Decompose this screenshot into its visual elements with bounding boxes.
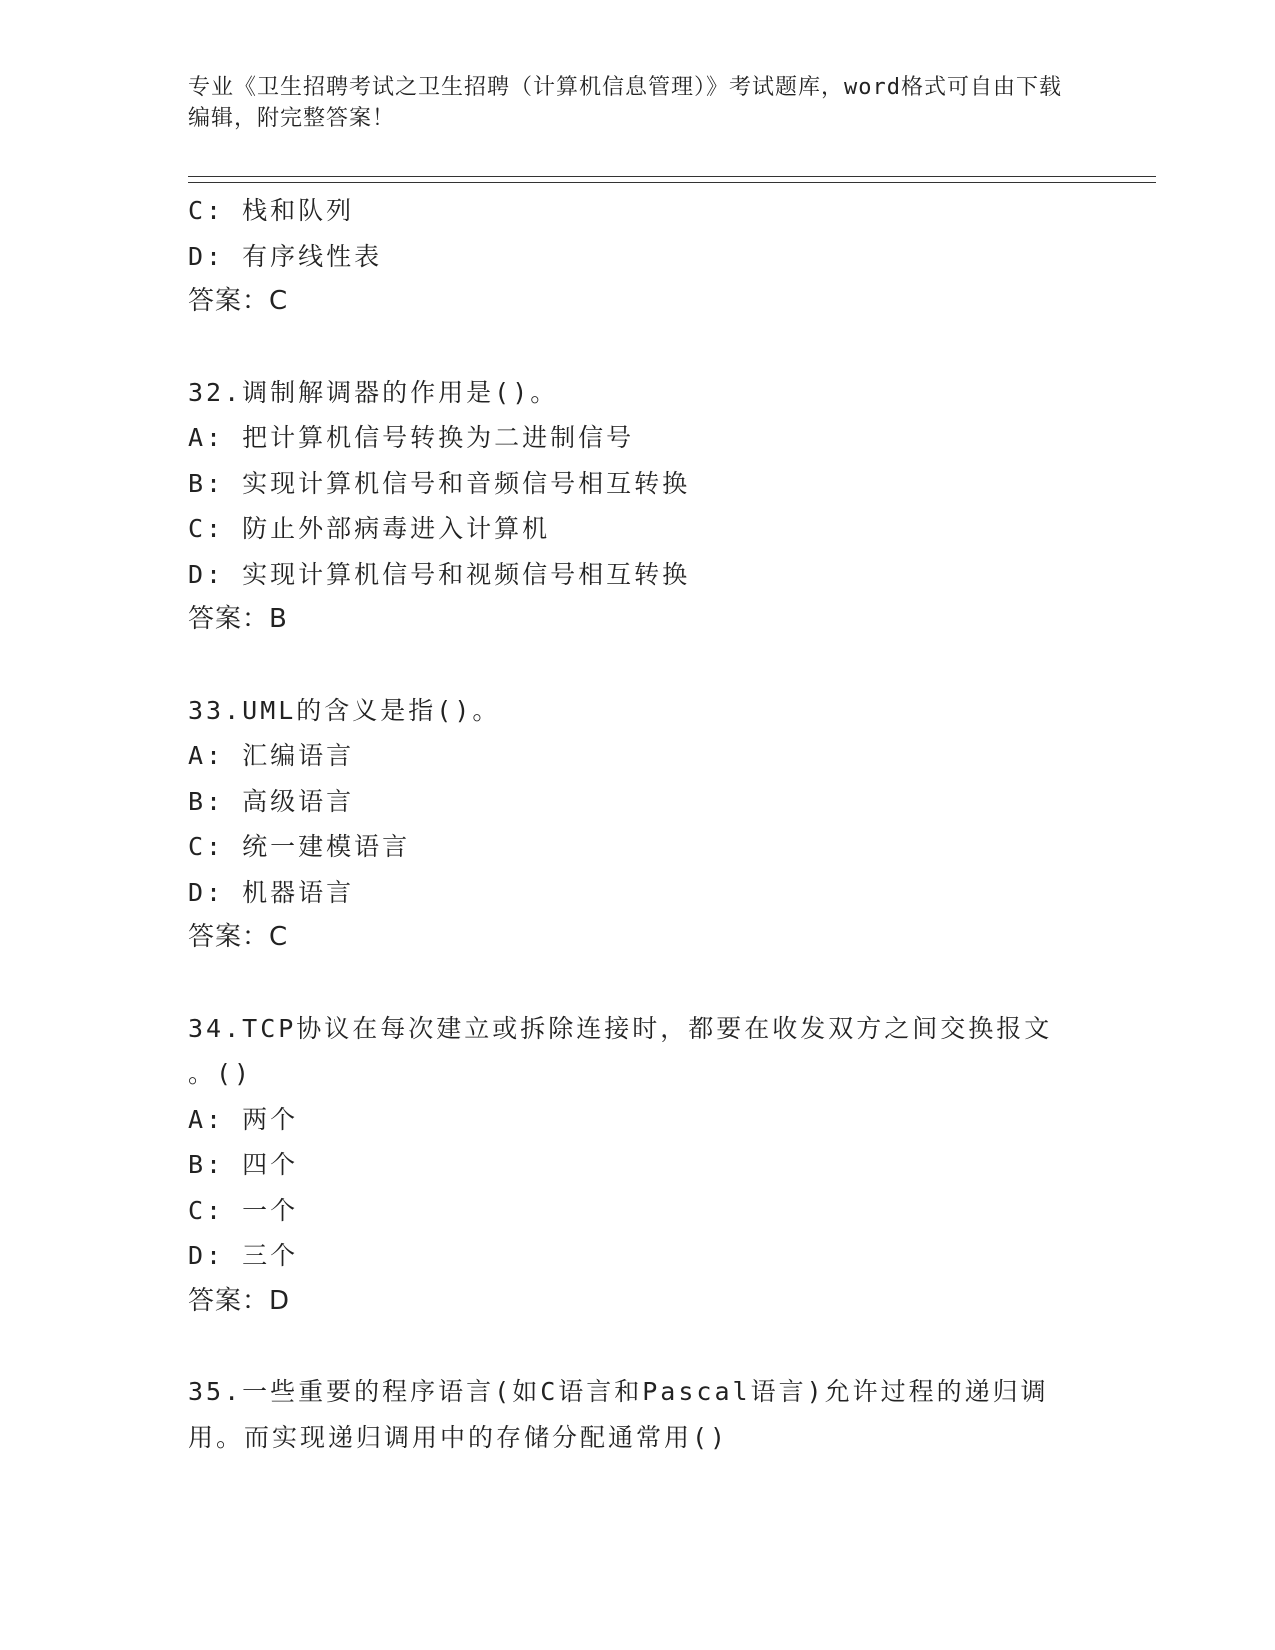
option-c: C: 统一建模语言 [188,832,411,861]
option-a: A: 汇编语言 [188,741,355,770]
option-a: A: 把计算机信号转换为二进制信号 [188,423,635,452]
option-b: B: 实现计算机信号和音频信号相互转换 [188,468,691,498]
option-d: D: 机器语言 [188,877,355,907]
option-d: D: 三个 [188,1241,299,1270]
option-c: C: 栈和队列 [188,196,355,225]
question-33 [188,688,1088,961]
question-stem-line1: 35.一些重要的程序语言(如C语言和Pascal语言)允许过程的递归调 [188,1377,1049,1406]
option-a: A: 两个 [188,1104,299,1134]
option-d: D: 实现计算机信号和视频信号相互转换 [188,559,691,589]
question-stem: 32.调制解调器的作用是()。 [188,377,559,407]
question-32 [188,370,1088,643]
header-divider-top [188,176,1156,177]
answer-line: 答案：D [188,1285,291,1316]
option-b: B: 高级语言 [188,786,355,816]
question-list [188,188,1088,1460]
question-34 [188,1006,1088,1325]
option-c: C: 防止外部病毒进入计算机 [188,514,551,543]
question-stem: 33.UML的含义是指()。 [188,695,501,725]
question-stem-line2: 。() [188,1059,253,1088]
option-d: D: 有序线性表 [188,241,383,271]
document-header: 专业《卫生招聘考试之卫生招聘（计算机信息管理）》考试题库，word格式可自由下载编辑，附完整答案！ [188,75,1062,131]
question-stem-line1: 34.TCP协议在每次建立或拆除连接时，都要在收发双方之间交换报文 [188,1013,1053,1043]
option-c: C: 一个 [188,1195,299,1225]
question-31-fragment [188,188,1088,325]
answer-line: 答案：B [188,604,288,634]
header-divider-bottom [188,182,1156,183]
answer-line: 答案：C [188,922,289,952]
option-b: B: 四个 [188,1150,299,1179]
answer-line: 答案：C [188,286,289,316]
question-35 [188,1369,1088,1460]
question-stem-line2: 用。而实现递归调用中的存储分配通常用() [188,1422,729,1452]
